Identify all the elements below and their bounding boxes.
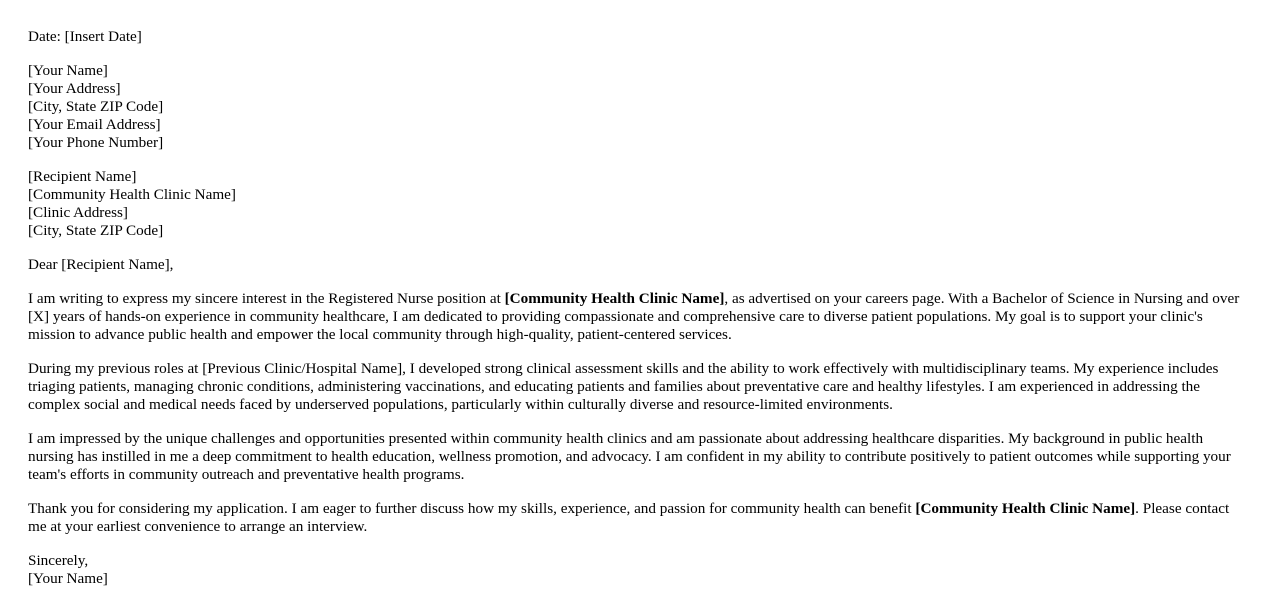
body-paragraph-1-text-b: , as advertised on your careers page. With a Bachelor of Science in Nursing and over [X] years of hands-on experience in community healthcare, I am dedicated to providing compassionate and comprehensive care to diverse patient populations. My goal is to support your clinic's mission to advance public health and empower the local community through high-quality, patient-centered services.: [28, 290, 1240, 343]
letter-body: [28, 290, 1250, 536]
sender-city-state-zip: [City, State ZIP Code]: [28, 98, 164, 115]
sender-address-block: [28, 62, 1250, 152]
closing: Sincerely,: [28, 552, 89, 569]
body-paragraph-4-text-b: . Please contact me at your earliest convenience to arrange an interview.: [28, 500, 1230, 535]
sender-phone: [Your Phone Number]: [28, 134, 164, 151]
date-line: Date: [Insert Date]: [28, 28, 142, 45]
sender-email: [Your Email Address]: [28, 116, 161, 133]
signature-name: [Your Name]: [28, 570, 108, 587]
recipient-address-block: [28, 168, 1250, 240]
recipient-clinic-name: [Community Health Clinic Name]: [28, 186, 236, 203]
sender-address: [Your Address]: [28, 80, 121, 97]
body-paragraph-2: During my previous roles at [Previous Clinic/Hospital Name], I developed strong clinical assessment skills and the ability to work effectively with multidisciplinary teams. My experience includes triaging patients, managing chronic conditions, administering vaccinations, and educating patients and families about preventative care and healthy lifestyles. I am experienced in addressing the complex social and medical needs faced by underserved populations, particularly within culturally diverse and resource-limited environments.: [28, 360, 1219, 413]
recipient-name: [Recipient Name]: [28, 168, 137, 185]
body-paragraph-4-text-a: Thank you for considering my application. I am eager to further discuss how my skills, experience, and passion for community health can benefit: [28, 500, 916, 517]
sender-name: [Your Name]: [28, 62, 108, 79]
closing-block: [28, 552, 1250, 588]
salutation-block: [28, 256, 1250, 274]
clinic-name-bold: [Community Health Clinic Name]: [504, 290, 725, 307]
body-paragraph-4: [28, 500, 1250, 536]
date-block: [28, 28, 1250, 46]
recipient-city-state-zip: [City, State ZIP Code]: [28, 222, 164, 239]
recipient-clinic-address: [Clinic Address]: [28, 204, 128, 221]
salutation: Dear [Recipient Name],: [28, 256, 174, 273]
body-paragraph-1-text-a: I am writing to express my sincere interest in the Registered Nurse position at: [28, 290, 505, 307]
body-paragraph-1: [28, 290, 1250, 344]
clinic-name-bold: [Community Health Clinic Name]: [915, 500, 1136, 517]
body-paragraph-3: I am impressed by the unique challenges and opportunities presented within community health clinics and am passionate about addressing healthcare disparities. My background in public health nursing has instilled in me a deep commitment to health education, wellness promotion, and advocacy. I am confident in my ability to contribute positively to patient outcomes while supporting your team's efforts in community outreach and preventative health programs.: [28, 430, 1231, 483]
